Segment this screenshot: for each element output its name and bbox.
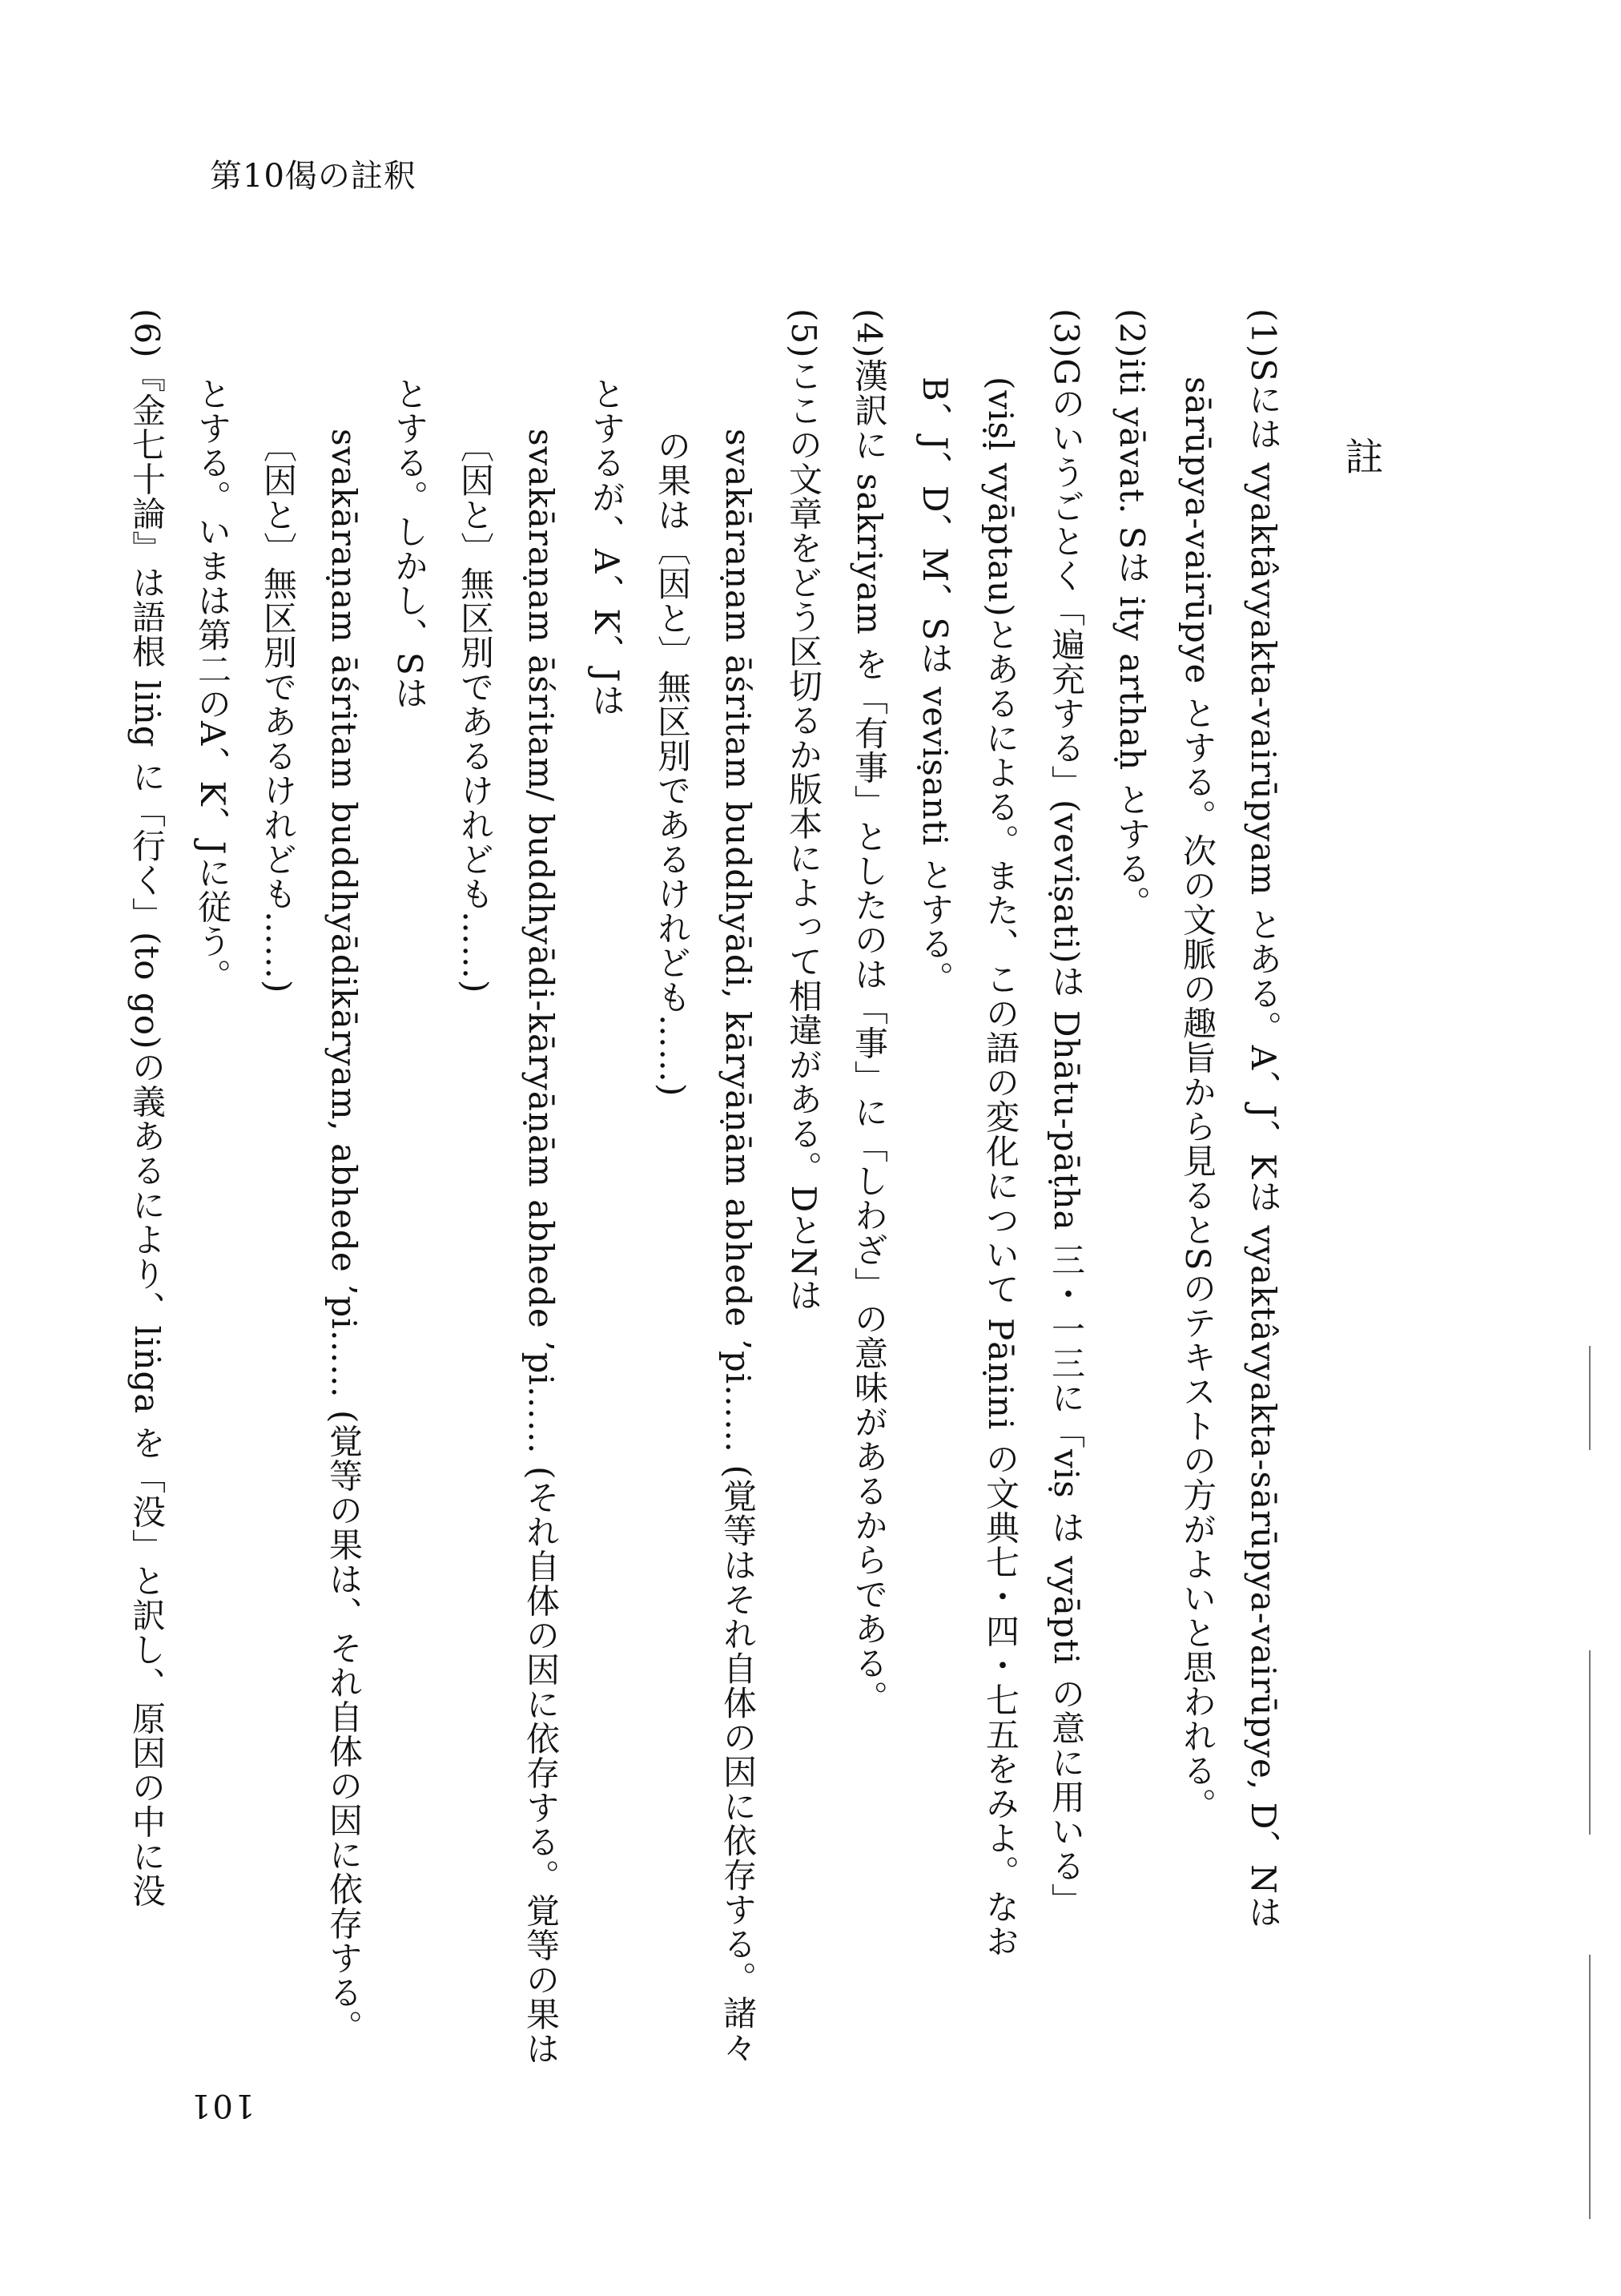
scan-edge-mark <box>1589 1346 1591 1450</box>
note-1-line-2: sārūpya-vairūpye とする。次の文脈の趣旨から見るとSのテキストの方がよいと思われる。 <box>1178 377 1217 1823</box>
note-5-line-8: svakāraṇam āśritam buddhyādikāryam, abhede ’pi…… (覚等の果は、それ自体の因に依存する。 <box>324 429 364 2044</box>
note-5-line-7: とする。しかし、Sは <box>390 377 429 711</box>
note-5-line-2: svakāraṇam āśritam buddhyādi, kāryāṇām abhede ’pi…… (覚等はそれ自体の因に依存する。諸々 <box>718 429 758 2064</box>
note-4: (4)漢訳に sakriyam を「有事」としたのは「事」に「しわざ」の意味があるからである。 <box>850 308 889 1715</box>
notes-heading: 註 <box>1338 437 1383 476</box>
note-1-line-1: (1)Sには vyaktâvyakta-vairūpyam とある。A、J、Kは vyaktâvyakta-sārūpya-vairūpye, D、Nは <box>1244 308 1283 1929</box>
note-5-line-6: 〔因と〕無区別であるけれども……) <box>456 429 495 994</box>
note-3-line-2: (viṣḷ vyāptau)とあるによる。また、この語の変化について Pāṇini の文典七・四・七五をみよ。なお <box>981 377 1020 1959</box>
scan-edge-mark <box>1589 1650 1591 1835</box>
scan-edge-mark <box>1589 1955 1591 2219</box>
note-3-line-1: (3)Gのいうごとく「遍充する」(veviṣati)は Dhātu-pāṭha 三・一三に「viṣ は vyāpti の意に用いる」 <box>1047 308 1086 1918</box>
note-3-line-3: B、J、D、M、Sは veviṣanti とする。 <box>915 377 955 996</box>
note-5-line-4: とするが、A、K、Jは <box>587 377 626 718</box>
note-5-line-5: svakāraṇam āśritam/ buddhyādi-kāryāṇām abhede ’pi…… (それ自体の因に依存する。覚等の果は <box>521 429 561 2066</box>
page-number: 101 <box>189 2087 255 2124</box>
note-5-line-10: とする。いまは第二のA、K、Jに従う。 <box>193 377 232 993</box>
running-header: 第10偈の註釈 <box>210 158 416 195</box>
note-5-line-9: 〔因と〕無区別であるけれども……) <box>259 429 298 994</box>
notes-section <box>127 308 1394 2066</box>
note-2: (2)iti yāvat. Sは ity arthaḥ とする。 <box>1112 308 1152 920</box>
note-5-line-1: (5)ここの文章をどう区切るか版本によって相違がある。DとNは <box>784 308 823 1312</box>
note-5-line-3: の果は〔因と〕無区別であるけれども……) <box>653 429 692 1098</box>
note-6: (6)『金七十論』は語根 liṅg に「行く」(to go)の義あるにより、liṅga を「没」と訳し、原因の中に没 <box>127 308 167 1908</box>
